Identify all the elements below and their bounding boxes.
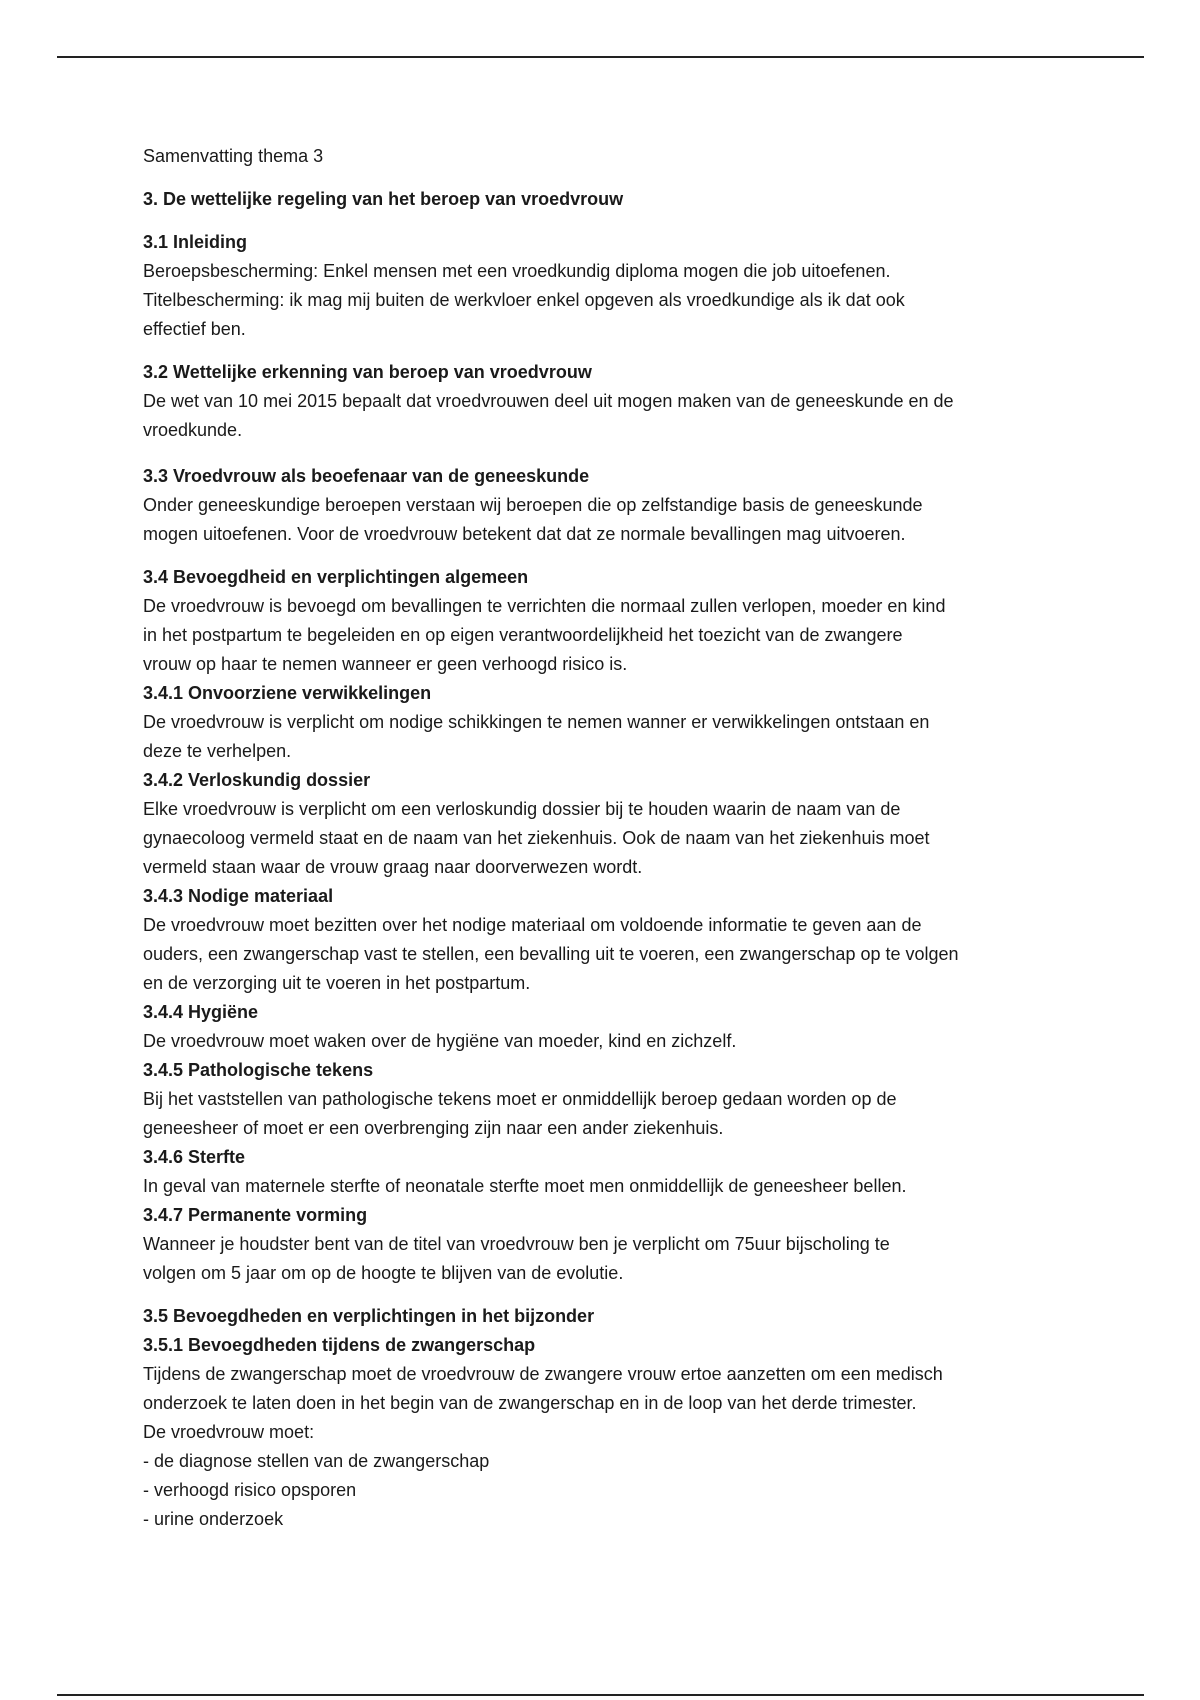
subsection-heading: 3.4.4 Hygiëne xyxy=(143,1002,259,1022)
paragraph-line: De vroedvrouw is verplicht om nodige schikkingen te nemen wanner er verwikkelingen ontstaan en xyxy=(143,712,930,732)
paragraph-line: Tijdens de zwangerschap moet de vroedvrouw de zwangere vrouw ertoe aanzetten om een medisch xyxy=(143,1364,943,1384)
paragraph-line: volgen om 5 jaar om op de hoogte te blijven van de evolutie. xyxy=(143,1263,624,1283)
paragraph-line: De vroedvrouw is bevoegd om bevallingen te verrichten die normaal zullen verlopen, moeder en kind xyxy=(143,596,946,616)
section-heading: 3.5 Bevoegdheden en verplichtingen in het bijzonder xyxy=(143,1306,595,1326)
paragraph-line: onderzoek te laten doen in het begin van de zwangerschap en in de loop van het derde trimester. xyxy=(143,1393,917,1413)
paragraph-line: deze te verhelpen. xyxy=(143,741,292,761)
section-heading: 3.2 Wettelijke erkenning van beroep van vroedvrouw xyxy=(143,362,592,382)
paragraph-line: Beroepsbescherming: Enkel mensen met een vroedkundig diploma mogen die job uitoefenen. xyxy=(143,261,891,281)
paragraph-line: Titelbescherming: ik mag mij buiten de werkvloer enkel opgeven als vroedkundige als ik dat ook xyxy=(143,290,905,310)
section-3-3 xyxy=(143,462,1083,549)
paragraph-line: ouders, een zwangerschap vast te stellen, een bevalling uit te voeren, een zwangerschap op te volgen xyxy=(143,944,959,964)
paragraph-line: De vroedvrouw moet bezitten over het nodige materiaal om voldoende informatie te geven aan de xyxy=(143,915,922,935)
section-3-2 xyxy=(143,358,1083,445)
subsection-heading: 3.4.7 Permanente vorming xyxy=(143,1205,368,1225)
header-rule xyxy=(57,56,1144,58)
paragraph-line: effectief ben. xyxy=(143,319,246,339)
paragraph-line: geneesheer of moet er een overbrenging zijn naar een ander ziekenhuis. xyxy=(143,1118,724,1138)
list-item: - de diagnose stellen van de zwangerschap xyxy=(143,1451,490,1471)
paragraph-line: vrouw op haar te nemen wanneer er geen verhoogd risico is. xyxy=(143,654,628,674)
section-heading: 3.1 Inleiding xyxy=(143,232,248,252)
paragraph-line: De vroedvrouw moet waken over de hygiëne van moeder, kind en zichzelf. xyxy=(143,1031,737,1051)
subsection-heading: 3.4.2 Verloskundig dossier xyxy=(143,770,371,790)
document-body xyxy=(143,142,1083,1534)
paragraph-line: in het postpartum te begeleiden en op eigen verantwoordelijkheid het toezicht van de zwangere xyxy=(143,625,903,645)
subsection-heading: 3.4.5 Pathologische tekens xyxy=(143,1060,374,1080)
list-item: - verhoogd risico opsporen xyxy=(143,1480,357,1500)
paragraph-line: en de verzorging uit te voeren in het postpartum. xyxy=(143,973,531,993)
section-3-5 xyxy=(143,1302,1083,1534)
document-title: Samenvatting thema 3 xyxy=(143,146,324,166)
paragraph-line: In geval van maternele sterfte of neonatale sterfte moet men onmiddellijk de geneesheer bellen. xyxy=(143,1176,907,1196)
section-heading: 3.4 Bevoegdheid en verplichtingen algemeen xyxy=(143,567,529,587)
paragraph-line: vroedkunde. xyxy=(143,420,243,440)
paragraph-line: vermeld staan waar de vrouw graag naar doorverwezen wordt. xyxy=(143,857,643,877)
section-3-1 xyxy=(143,228,1083,344)
section-3-4 xyxy=(143,563,1083,1288)
paragraph-line: Wanneer je houdster bent van de titel van vroedvrouw ben je verplicht om 75uur bijscholing te xyxy=(143,1234,890,1254)
paragraph-line: De wet van 10 mei 2015 bepaalt dat vroedvrouwen deel uit mogen maken van de geneeskunde en de xyxy=(143,391,954,411)
chapter-heading: 3. De wettelijke regeling van het beroep van vroedvrouw xyxy=(143,189,624,209)
paragraph-line: Bij het vaststellen van pathologische tekens moet er onmiddellijk beroep gedaan worden op de xyxy=(143,1089,897,1109)
paragraph-line: gynaecoloog vermeld staat en de naam van het ziekenhuis. Ook de naam van het ziekenhuis moet xyxy=(143,828,930,848)
paragraph-line: Onder geneeskundige beroepen verstaan wij beroepen die op zelfstandige basis de geneeskunde xyxy=(143,495,923,515)
paragraph-line: Elke vroedvrouw is verplicht om een verloskundig dossier bij te houden waarin de naam van de xyxy=(143,799,901,819)
subsection-heading: 3.4.3 Nodige materiaal xyxy=(143,886,334,906)
subsection-heading: 3.4.6 Sterfte xyxy=(143,1147,246,1167)
footer-rule xyxy=(57,1694,1144,1696)
paragraph-line: De vroedvrouw moet: xyxy=(143,1422,315,1442)
list-item: - urine onderzoek xyxy=(143,1509,284,1529)
paragraph-line: mogen uitoefenen. Voor de vroedvrouw betekent dat dat ze normale bevallingen mag uitvoeren. xyxy=(143,524,906,544)
subsection-heading: 3.4.1 Onvoorziene verwikkelingen xyxy=(143,683,432,703)
section-heading: 3.3 Vroedvrouw als beoefenaar van de geneeskunde xyxy=(143,466,590,486)
subsection-heading: 3.5.1 Bevoegdheden tijdens de zwangerschap xyxy=(143,1335,536,1355)
